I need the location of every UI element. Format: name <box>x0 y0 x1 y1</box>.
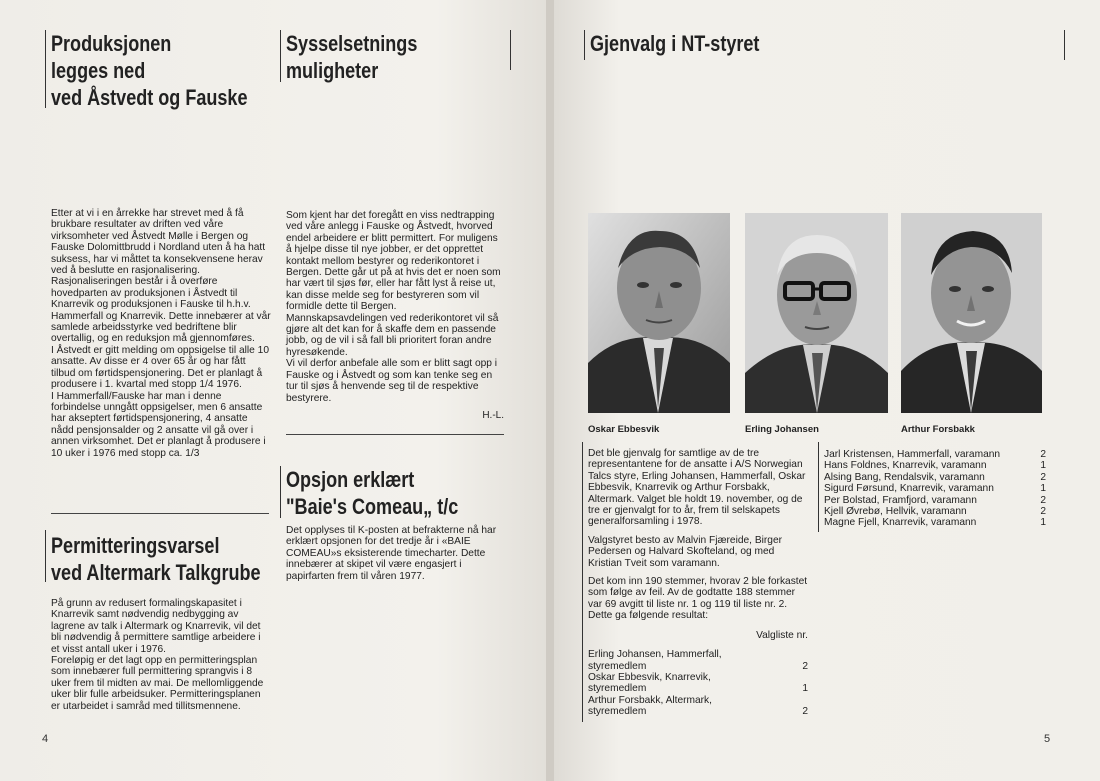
paragraph: Etter at vi i en årrekke har strevet med å få brukbare resultater av driften ved våre virksomheter ved Åstvedt Mølle i Bergen og Fauske Dolomittbrudd i Nordland uten å ha hatt suksess, har vi måttet ta konsekvensene herav ved å beslutte en rasjonalisering. <box>51 208 266 277</box>
paragraph: I Hammerfall/Fauske har man i denne forbindelse unngått oppsigelser, men 6 ansatte har akseptert førtidspensjonering, 4 ansatte nådd pensjonsalder og 2 ansatte vil gå over i annen virksomhet. Det er planlagt å produsere i 10 uker i 1976 med stopp ca. 1/3 <box>51 390 266 459</box>
right-page <box>554 0 1100 781</box>
result-name: Arthur Forsbakk, Altermark, <box>588 694 712 706</box>
article-produksjonen-headline <box>51 30 281 111</box>
result-role: styremedlem <box>588 660 647 672</box>
paragraph: Rasjonaliseringen består i å overføre hovedparten av produksjonen i Åstvedt til Knarrevik og produksjonen i Fauske til h.h.v. Hammerfall og Knarrevik. Dette innebærer at vår samlede arbeidsstyrke ved bedriftene blir overtallig, og en reduksjon må gjennomføres. <box>51 276 271 345</box>
alternate-item <box>824 460 1046 471</box>
alternate-list-number: 2 <box>1040 471 1046 483</box>
result-role: styremedlem <box>588 683 647 695</box>
paragraph: Det ble gjenvalg for samtlige av de tre representantene for de ansatte i A/S Norwegian Talcs styre, Erling Johansen, Hammerfall, Oskar Ebbesvik, Knarrevik og Arthur Forsbakk, Altermark. Valget ble holdt 19. november, og de tre er gjenvalgt for to år, frem til selskapets generalforsamling i 1978. <box>588 448 806 528</box>
column-rule <box>584 30 585 60</box>
article-permittering-headline <box>51 532 281 586</box>
alternate-item <box>824 472 1046 483</box>
headline-line: ved Altermark Talkgrube <box>51 560 261 585</box>
headline-line: Permitteringsvarsel <box>51 533 220 558</box>
paragraph: Foreløpig er det lagt opp en permitteringsplan som innebærer full permittering sprangvis i 8 uker frem til midten av mai. De mellomliggende uker blir fulle arbeidsuker. Permitteringsplanen er utarbeidet i samråd med tillitsmennene. <box>51 655 264 712</box>
alternates-list <box>824 449 1046 529</box>
paragraph: I Åstvedt er gitt melding om oppsigelse til alle 10 ansatte. Av disse er 4 over 65 år og har fått tilbud om førtidspensjonering. Det er planlagt å produsere i 1. kvartal med stopp 1/4 1976. <box>51 344 270 391</box>
headline-line: Sysselsetnings <box>286 31 418 56</box>
result-list-number: 2 <box>802 660 808 672</box>
alternate-list-number: 2 <box>1040 494 1046 506</box>
column-rule <box>45 530 46 582</box>
column-rule <box>280 466 281 518</box>
paragraph: På grunn av redusert formalingskapasitet i Knarrevik samt nødvendig nedbygging av lagrene av talk i Altermark og Knarrevik, vil det bli nødvendig å permittere samtlige arbeidere i et visst antall uker i 1976. <box>51 598 261 655</box>
headline-line: muligheter <box>286 58 379 83</box>
article-permittering-body <box>51 598 271 712</box>
result-item <box>588 695 808 718</box>
result-item <box>588 649 808 672</box>
column-rule <box>45 30 46 108</box>
paragraph: Vi vil derfor anbefale alle som er blitt sagt opp i Fauske og i Åstvedt og som kan tenke seg en tur til sjøs å henvende seg til de respektive bestyrere. <box>286 358 498 404</box>
alternate-item <box>824 495 1046 506</box>
valgliste-header: Valgliste nr. <box>756 629 808 641</box>
headline-line: Gjenvalg i NT-styret <box>590 31 760 56</box>
portrait-image <box>588 213 730 413</box>
alternate-name: Sigurd Førsund, Knarrevik, varamann <box>824 483 994 495</box>
alternate-name: Hans Foldnes, Knarrevik, varamann <box>824 460 987 472</box>
portrait-photo-erling-johansen <box>745 213 888 413</box>
left-page <box>0 0 546 781</box>
portrait-photo-arthur-forsbakk <box>901 213 1042 413</box>
page-number: 4 <box>42 733 49 745</box>
paragraph: Det kom inn 190 stemmer, hvorav 2 ble forkastet som følge av feil. Av de godtatte 188 stemmer var 69 avgitt til liste nr. 1 og 119 til liste nr. 2. Dette ga følgende resultat: <box>588 576 808 622</box>
signature: H.-L. <box>482 409 504 421</box>
result-list-number: 1 <box>802 683 808 695</box>
article-sysselsetning-headline <box>286 30 516 84</box>
alternate-list-number: 2 <box>1040 506 1046 518</box>
article-opsjon-body <box>286 525 504 582</box>
alternate-list-number: 1 <box>1040 483 1046 495</box>
column-rule <box>1064 30 1065 60</box>
column-rule <box>510 30 511 70</box>
alternate-list-number: 2 <box>1040 449 1046 460</box>
article-produksjonen-body <box>51 208 271 459</box>
portrait-image <box>901 213 1042 413</box>
headline-line: "Baie's Comeau„ t/c <box>286 494 459 519</box>
page-gutter <box>546 0 554 781</box>
paragraph: Som kjent har det foregått en viss nedtrapping ved våre anlegg i Fauske og Åstvedt, hvorved endel arbeidere er blitt permittert. For muligens å hjelpe disse til nye jobber, er det opprettet kontakt mellom bestyrer og rederikontoret i Bergen. Dette går ut på at hvis det er noen som har vært til sjøs før, eller har fått lyst å reise ut, kan disse melde seg for bestyreren som vil formidle dette til Bergen. <box>286 210 501 313</box>
column-rule <box>280 30 281 82</box>
portrait-image <box>745 213 888 413</box>
article-gjenvalg-headline <box>590 30 890 57</box>
column-rule <box>818 442 819 532</box>
alternate-name: Per Bolstad, Framfjord, varamann <box>824 494 977 506</box>
alternate-name: Jarl Kristensen, Hammerfall, varamann <box>824 449 1001 460</box>
alternate-item <box>824 449 1046 460</box>
result-list-number: 2 <box>802 706 808 718</box>
result-line <box>588 683 808 694</box>
article-opsjon-headline <box>286 466 516 520</box>
alternate-name: Alsing Bang, Rendalsvik, varamann <box>824 471 985 483</box>
page-number: 5 <box>1044 733 1051 745</box>
result-line <box>588 706 808 717</box>
photo-caption: Erling Johansen <box>745 424 819 435</box>
paragraph: Det opplyses til K-posten at befrakterne nå har erklært opsjonen for det tredje år i «BAIE COMEAU»s eksisterende timecharter. Dette innebærer at skipet vil være engasjert i papirfarten frem til våren 1977. <box>286 525 497 582</box>
alternate-item <box>824 517 1046 528</box>
result-line <box>588 661 808 672</box>
paragraph: Mannskapsavdelingen ved rederikontoret vil så gjøre alt det kan for å skaffe dem en passende jobb, og de vil i så fall bli prioritert foran andre hyresøkende. <box>286 312 499 358</box>
headline-line: Opsjon erklært <box>286 467 415 492</box>
result-item <box>588 672 808 695</box>
photo-caption: Arthur Forsbakk <box>901 424 975 435</box>
alternate-name: Kjell Øvrebø, Hellvik, varamann <box>824 506 967 518</box>
article-divider <box>51 513 269 514</box>
result-name: Oskar Ebbesvik, Knarrevik, <box>588 671 711 683</box>
column-rule <box>582 442 583 722</box>
alternate-list-number: 1 <box>1040 460 1046 472</box>
headline-line: legges ned <box>51 58 146 83</box>
result-role: styremedlem <box>588 706 647 718</box>
article-gjenvalg-body <box>588 448 808 718</box>
headline-line: ved Åstvedt og Fauske <box>51 85 248 110</box>
portrait-photo-oskar-ebbesvik <box>588 213 730 413</box>
article-divider <box>286 434 504 435</box>
result-name: Erling Johansen, Hammerfall, <box>588 649 722 661</box>
headline-line: Produksjonen <box>51 31 172 56</box>
alternate-item <box>824 483 1046 494</box>
alternate-list-number: 1 <box>1040 517 1046 529</box>
photo-caption: Oskar Ebbesvik <box>588 424 660 435</box>
alternate-name: Magne Fjell, Knarrevik, varamann <box>824 517 977 529</box>
alternate-item <box>824 506 1046 517</box>
article-sysselsetning-body <box>286 210 504 421</box>
paragraph: Valgstyret besto av Malvin Fjæreide, Birger Pedersen og Halvard Skofteland, og med Kristian Tveit som varamann. <box>588 534 783 569</box>
results-list <box>588 649 808 717</box>
